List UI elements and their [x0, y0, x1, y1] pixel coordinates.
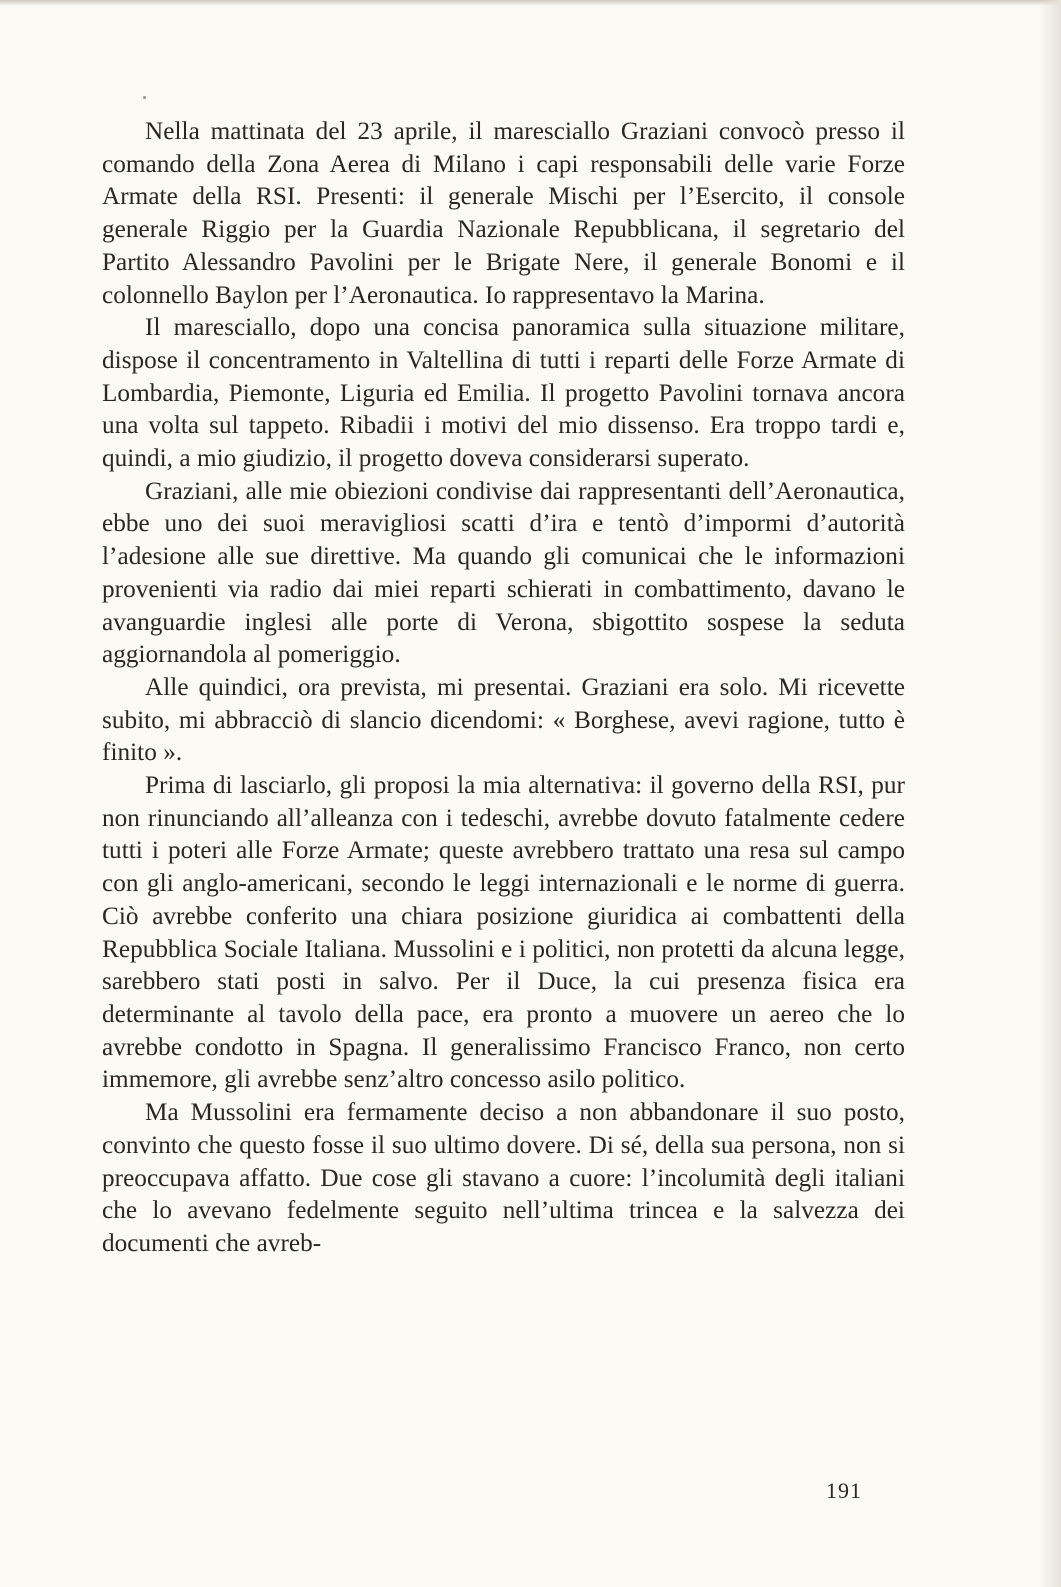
paragraph-2: Il maresciallo, dopo una concisa panoramica sulla situazione militare, dispose il concentramento in Valtellina di tutti i reparti delle Forze Armate di Lombardia, Piemonte, Liguria ed Emilia. Il progetto Pavolini tornava ancora una volta sul tappeto. Ribadii i motivi del mio dissenso. Era troppo tardi e, quindi, a mio giudizio, il progetto doveva considerarsi superato. — [102, 314, 905, 473]
paragraph-1: Nella mattinata del 23 aprile, il maresciallo Graziani convocò presso il comando della Zona Aerea di Milano i capi responsabili delle varie Forze Armate della RSI. Presenti: il generale Mischi per l’Esercito, il console generale Riggio per la Guardia Nazionale Repubblicana, il segretario del Partito Alessandro Pavolini per le Brigate Nere, il generale Bonomi e il colonnello Baylon per l’Aeronautica. Io rappresentavo la Marina. — [102, 118, 905, 309]
paragraph-3: Graziani, alle mie obiezioni condivise dai rappresentanti dell’Aeronautica, ebbe uno dei suoi meravigliosi scatti d’ira e tentò d’impormi d’autorità l’adesione alle sue direttive. Ma quando gli comunicai che le informazioni provenienti via radio dai miei reparti schierati in combattimento, davano le avanguardie inglesi alle porte di Verona, sbigottito sospese la seduta aggiornandola al pomeriggio. — [102, 477, 905, 669]
page-top-shadow — [0, 0, 1061, 6]
page-right-shadow — [1039, 0, 1061, 1587]
page-number: 191 — [826, 1478, 862, 1503]
paragraph-5: Prima di lasciarlo, gli proposi la mia alternativa: il governo della RSI, pur non rinunciando all’alleanza con i tedeschi, avrebbe dovuto fatalmente cedere tutti i poteri alle Forze Armate; queste avrebbero trattato una resa sul campo con gli anglo-americani, secondo le leggi internazionali e le norme di guerra. Ciò avrebbe conferito una chiara posizione giuridica ai combattenti della Repubblica Sociale Italiana. Mussolini e i politici, non protetti da alcuna legge, sarebbero stati posti in salvo. Per il Duce, la cui presenza fisica era determinante al tavolo della pace, era pronto a muovere un aereo che lo avrebbe condotto in Spagna. Il generalissimo Francisco Franco, non certo immemore, gli avrebbe senz’altro concesso asilo politico. — [102, 772, 905, 1094]
paragraph-6: Ma Mussolini era fermamente deciso a non abbandonare il suo posto, convinto che questo fosse il suo ultimo dovere. Di sé, della sua persona, non si preoccupava affatto. Due cose gli stavano a cuore: l’incolumità degli italiani che lo avevano fedelmente seguito nell’ultima trincea e la salvezza dei documenti che avreb- — [102, 1099, 905, 1257]
paper-speck — [143, 96, 146, 99]
body-text — [102, 116, 905, 1261]
paragraph-4: Alle quindici, ora prevista, mi presentai. Graziani era solo. Mi ricevette subito, mi abbracciò di slancio dicendomi: « Borghese, avevi ragione, tutto è finito ». — [102, 673, 905, 767]
